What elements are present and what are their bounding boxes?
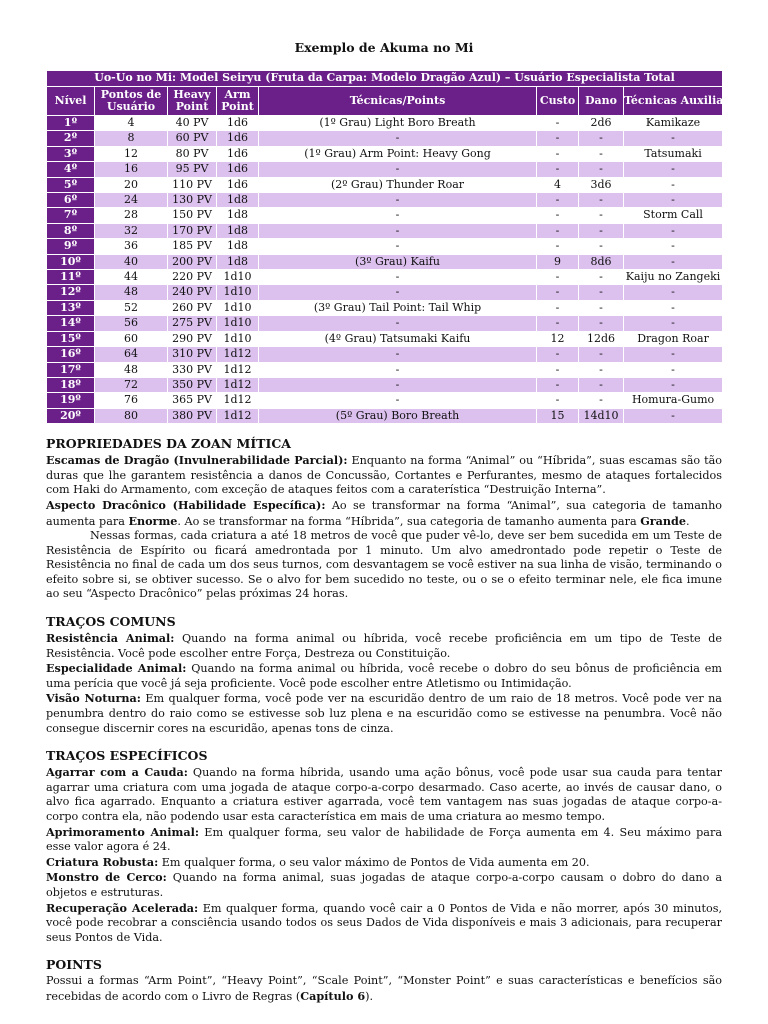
text-sections [46,436,722,1004]
cell-heavy: 40 PV [168,116,217,131]
cell-tecnica: - [259,270,537,285]
table-row [47,285,723,300]
cell-heavy: 275 PV [168,316,217,331]
cell-pontos: 48 [95,285,168,300]
cell-dano: - [579,362,624,377]
cell-pontos: 12 [95,146,168,161]
document-title: Exemplo de Akuma no Mi [294,40,474,55]
cell-pontos: 28 [95,208,168,223]
table-row [47,193,723,208]
bold-term: Agarrar com a Cauda: [46,765,188,780]
bold-term: Recuperação Acelerada: [46,900,199,915]
cell-heavy: 290 PV [168,331,217,346]
bold-term: Resistência Animal: [46,631,175,646]
cell-aux: - [624,316,723,331]
paragraph-text: Nessas formas, cada criatura a até 18 metros de você que puder vê-lo, deve ser bem sucedida em um Teste de Resistência de Espírito ou ficará amedrontada por 1 minuto. Um alvo amedrontado pode repetir o Teste de Resistência no final de cada um dos seus turnos, com desvantagem se você estiver na sua linha de visão, terminando o efeito sobre si, se obtiver sucesso. Se o alvo for bem sucedido no teste, ou o se o efeito terminar nele, ele fica imune ao seu “Aspecto Dracônico” pelas próximas 24 horas. [46,529,722,601]
paragraph-text: Quando na forma animal ou híbrida, você recebe o dobro do seu bônus de proficiência em uma perícia que você já seja proficiente. Você pode escolher entre Atletismo ou Intimidação. [46,662,723,690]
cell-heavy: 170 PV [168,223,217,238]
section-paragraph [46,498,722,529]
cell-arm: 1d8 [217,254,259,269]
table-row [47,177,723,192]
table-row [47,239,723,254]
cell-tecnica: - [259,239,537,254]
table-row [47,316,723,331]
col-header-aux: Técnicas Auxiliares [624,87,723,116]
cell-tecnica: - [259,377,537,392]
col-header-pontos [95,87,168,116]
col-header-dano: Dano [579,87,624,116]
cell-pontos: 40 [95,254,168,269]
cell-arm: 1d12 [217,377,259,392]
cell-aux: Tatsumaki [624,146,723,161]
cell-pontos: 36 [95,239,168,254]
bold-term: Aprimoramento Animal: [46,824,199,839]
cell-arm: 1d8 [217,208,259,223]
table-row [47,208,723,223]
paragraph-text: Possui a formas “Arm Point”, “Heavy Point”, “Scale Point”, “Monster Point” e suas características e benefícios são recebidas de acordo com o Livro de Regras ( [46,974,722,1003]
cell-heavy: 310 PV [168,347,217,362]
cell-nivel: 3º [47,146,95,161]
table-row [47,131,723,146]
cell-tecnica: - [259,285,537,300]
cell-pontos: 72 [95,377,168,392]
akuma-table [46,70,743,424]
cell-pontos: 4 [95,116,168,131]
cell-dano: 2d6 [579,116,624,131]
cell-nivel: 10º [47,254,95,269]
cell-dano: 12d6 [579,331,624,346]
col-header-heavy-line2: Point [175,100,209,113]
cell-custo: - [537,239,579,254]
cell-arm: 1d10 [217,285,259,300]
cell-heavy: 330 PV [168,362,217,377]
cell-heavy: 80 PV [168,146,217,161]
cell-heavy: 200 PV [168,254,217,269]
cell-nivel: 2º [47,131,95,146]
table-body [47,116,723,424]
paragraph-text: Ao se transformar na forma “Animal”, sua categoria de tamanho aumenta para [46,498,723,528]
table-row [47,347,723,362]
cell-pontos: 56 [95,316,168,331]
section-paragraph [46,855,722,871]
cell-nivel: 12º [47,285,95,300]
paragraph-text: Em qualquer forma, seu valor de habilidade de Força aumenta em 4. Seu máximo para esse valor agora é 24. [46,825,722,854]
cell-custo: - [537,208,579,223]
col-header-tecnicas: Técnicas/Points [259,87,537,116]
col-header-arm-line1: Arm [224,87,251,101]
cell-tecnica: - [259,362,537,377]
cell-custo: - [537,146,579,161]
section-paragraph [46,765,722,824]
cell-pontos: 20 [95,177,168,192]
cell-arm: 1d10 [217,270,259,285]
table-row [47,408,723,423]
cell-nivel: 17º [47,362,95,377]
cell-tecnica: (4º Grau) Tatsumaki Kaifu [259,331,537,346]
cell-custo: - [537,316,579,331]
cell-heavy: 130 PV [168,193,217,208]
cell-custo: - [537,300,579,315]
cell-dano: - [579,285,624,300]
cell-nivel: 1º [47,116,95,131]
cell-pontos: 48 [95,362,168,377]
cell-dano: 14d10 [579,408,624,423]
cell-aux: - [624,347,723,362]
cell-custo: - [537,362,579,377]
table-row [47,300,723,315]
paragraph-text: Em qualquer forma, você pode ver na escuridão dentro de um raio de 18 metros. Você pode ver na penumbra dentro do raio como se estivesse sob luz plena e na escuridão como se estivesse na penumbra. Você não consegue discernir cores na escuridão, apenas tons de cinza. [46,692,722,735]
cell-pontos: 52 [95,300,168,315]
col-header-heavy [168,87,217,116]
bold-term: Visão Noturna: [46,691,141,706]
document-page [46,40,743,1005]
cell-tecnica: (3º Grau) Tail Point: Tail Whip [259,300,537,315]
cell-aux: Kaiju no Zangeki [624,270,723,285]
table-row [47,223,723,238]
cell-dano: - [579,131,624,146]
bold-term: Especialidade Animal: [46,661,187,676]
cell-custo: - [537,223,579,238]
cell-dano: 3d6 [579,177,624,192]
cell-aux: - [624,177,723,192]
cell-arm: 1d6 [217,146,259,161]
cell-dano: - [579,393,624,408]
cell-tecnica: - [259,223,537,238]
cell-tecnica: - [259,162,537,177]
cell-arm: 1d8 [217,239,259,254]
section-title: POINTS [46,957,102,973]
paragraph-text: Quando na forma animal, suas jogadas de ataque corpo-a-corpo causam o dobro do dano a objetos e estruturas. [46,871,722,899]
cell-aux: - [624,162,723,177]
cell-pontos: 60 [95,331,168,346]
col-header-arm [217,87,259,116]
cell-tecnica: (1º Grau) Arm Point: Heavy Gong [259,146,537,161]
cell-pontos: 44 [95,270,168,285]
cell-aux: Kamikaze [624,116,723,131]
cell-custo: 15 [537,408,579,423]
paragraph-text: Em qualquer forma, quando você cair a 0 Pontos de Vida e não morrer, após 30 minutos, você pode recobrar a consciência usando todos os seus Dados de Vida disponíveis e mais 3 adicionais, para recuperar seus Pontos de Vida. [46,901,723,944]
cell-dano: - [579,239,624,254]
cell-custo: 9 [537,254,579,269]
cell-nivel: 14º [47,316,95,331]
cell-nivel: 20º [47,408,95,423]
paragraph-text: . [685,514,690,528]
cell-arm: 1d10 [217,300,259,315]
cell-arm: 1d6 [217,116,259,131]
cell-custo: - [537,162,579,177]
cell-custo: - [537,393,579,408]
table-caption: Uo-Uo no Mi: Model Seiryu (Fruta da Carpa: Modelo Dragão Azul) – Usuário Especialista Total [47,71,723,87]
section-title: TRAÇOS ESPECÍFICOS [46,748,208,764]
cell-arm: 1d8 [217,223,259,238]
section-paragraph [46,691,722,736]
cell-nivel: 13º [47,300,95,315]
section-paragraph [46,661,722,691]
paragraph-text: Enquanto na forma “Animal” ou “Híbrida”, suas escamas são tão duras que lhe garantem resistência a danos de Concussão, Cortantes e Perfurantes, mesmo de ataques fortalecidos com Haki do Armamento, com exceção de ataques feitos com a caraterística “Destruição Interna”. [46,454,722,497]
cell-aux: Homura-Gumo [624,393,723,408]
table-row [47,162,723,177]
bold-term: Monstro de Cerco: [46,870,167,885]
table-row [47,393,723,408]
col-header-pontos-line2: Usuário [106,100,156,113]
cell-dano: - [579,270,624,285]
cell-tecnica: (1º Grau) Light Boro Breath [259,116,537,131]
col-header-arm-line2: Point [221,100,254,113]
cell-heavy: 60 PV [168,131,217,146]
cell-tecnica: (5º Grau) Boro Breath [259,408,537,423]
table-row [47,254,723,269]
cell-custo: 4 [537,177,579,192]
cell-tecnica: - [259,347,537,362]
cell-custo: 12 [537,331,579,346]
section-paragraph [46,529,722,602]
cell-nivel: 15º [47,331,95,346]
bold-term: Escamas de Dragão (Invulnerabilidade Parcial): [46,453,348,468]
bold-term: Criatura Robusta: [46,854,159,869]
bold-term: Enorme [128,513,178,528]
cell-heavy: 185 PV [168,239,217,254]
cell-aux: - [624,239,723,254]
cell-tecnica: (3º Grau) Kaifu [259,254,537,269]
cell-aux: - [624,254,723,269]
cell-aux: - [624,408,723,423]
col-header-custo: Custo [537,87,579,116]
bold-term: Capítulo 6 [300,988,366,1003]
cell-tecnica: - [259,193,537,208]
cell-nivel: 5º [47,177,95,192]
cell-nivel: 9º [47,239,95,254]
paragraph-text: Quando na forma animal ou híbrida, você recebe proficiência em um tipo de Teste de Resistência. Você pode escolher entre Força, Destreza ou Constituição. [46,632,723,660]
cell-arm: 1d10 [217,331,259,346]
cell-aux: - [624,285,723,300]
cell-aux: - [624,193,723,208]
cell-aux: - [624,377,723,392]
section-paragraph [46,631,722,661]
cell-dano: - [579,347,624,362]
cell-arm: 1d8 [217,193,259,208]
cell-pontos: 64 [95,347,168,362]
cell-nivel: 19º [47,393,95,408]
cell-nivel: 6º [47,193,95,208]
table-row [47,146,723,161]
cell-aux: - [624,362,723,377]
cell-tecnica: - [259,393,537,408]
cell-dano: - [579,377,624,392]
cell-pontos: 32 [95,223,168,238]
cell-tecnica: - [259,208,537,223]
cell-heavy: 150 PV [168,208,217,223]
col-header-pontos-line1: Pontos de [100,87,162,101]
cell-custo: - [537,116,579,131]
cell-heavy: 365 PV [168,393,217,408]
cell-heavy: 220 PV [168,270,217,285]
cell-nivel: 18º [47,377,95,392]
cell-custo: - [537,131,579,146]
cell-dano: - [579,208,624,223]
cell-custo: - [537,193,579,208]
section-paragraph [46,901,722,946]
cell-tecnica: - [259,316,537,331]
cell-heavy: 240 PV [168,285,217,300]
cell-aux: - [624,300,723,315]
cell-heavy: 380 PV [168,408,217,423]
table-row [47,270,723,285]
section-paragraph [46,870,722,900]
cell-custo: - [537,270,579,285]
cell-pontos: 80 [95,408,168,423]
cell-arm: 1d12 [217,393,259,408]
bold-term: Grande [640,513,686,528]
col-header-heavy-line1: Heavy [173,87,211,101]
cell-aux: - [624,223,723,238]
table-row [47,116,723,131]
cell-nivel: 4º [47,162,95,177]
table-row [47,362,723,377]
cell-nivel: 11º [47,270,95,285]
cell-dano: - [579,223,624,238]
cell-arm: 1d10 [217,316,259,331]
cell-heavy: 260 PV [168,300,217,315]
section-title: PROPRIEDADES DA ZOAN MÍTICA [46,436,291,452]
section-paragraph [46,453,722,498]
cell-aux: Storm Call [624,208,723,223]
cell-custo: - [537,377,579,392]
paragraph-text: Quando na forma híbrida, usando uma ação bônus, você pode usar sua cauda para tentar agarrar uma criatura com uma jogada de ataque corpo-a-corpo desarmado. Caso acerte, ao invés de causar dano, o alvo fica agarrado. Enquanto a criatura estiver agarrada, você tem vantagem nas suas jogadas de ataque corpo-a-corpo contra ela, não podendo usar esta característica em mais de uma criatura ao mesmo tempo. [46,766,722,823]
cell-aux: Dragon Roar [624,331,723,346]
cell-arm: 1d6 [217,177,259,192]
section-paragraph [46,974,722,1004]
cell-pontos: 76 [95,393,168,408]
cell-arm: 1d12 [217,347,259,362]
cell-nivel: 7º [47,208,95,223]
cell-arm: 1d6 [217,162,259,177]
cell-tecnica: - [259,131,537,146]
cell-dano: - [579,193,624,208]
cell-dano: - [579,316,624,331]
col-header-nivel: Nível [47,87,95,116]
cell-arm: 1d6 [217,131,259,146]
cell-heavy: 110 PV [168,177,217,192]
paragraph-text: Em qualquer forma, o seu valor máximo de Pontos de Vida aumenta em 20. [158,855,590,869]
cell-tecnica: (2º Grau) Thunder Roar [259,177,537,192]
cell-heavy: 350 PV [168,377,217,392]
cell-nivel: 8º [47,223,95,238]
cell-nivel: 16º [47,347,95,362]
bold-term: Aspecto Dracônico (Habilidade Específica): [46,497,326,512]
paragraph-text: . Ao se transformar na forma “Híbrida”, sua categoria de tamanho aumenta para [177,514,641,528]
cell-heavy: 95 PV [168,162,217,177]
table-row [47,377,723,392]
cell-arm: 1d12 [217,362,259,377]
cell-dano: - [579,300,624,315]
cell-aux: - [624,131,723,146]
section-paragraph [46,825,722,855]
cell-arm: 1d12 [217,408,259,423]
paragraph-text: ). [365,989,374,1003]
cell-dano: - [579,146,624,161]
cell-dano: 8d6 [579,254,624,269]
cell-pontos: 8 [95,131,168,146]
cell-dano: - [579,162,624,177]
cell-custo: - [537,347,579,362]
section-title: TRAÇOS COMUNS [46,614,176,630]
cell-pontos: 24 [95,193,168,208]
table-row [47,331,723,346]
cell-pontos: 16 [95,162,168,177]
cell-custo: - [537,285,579,300]
